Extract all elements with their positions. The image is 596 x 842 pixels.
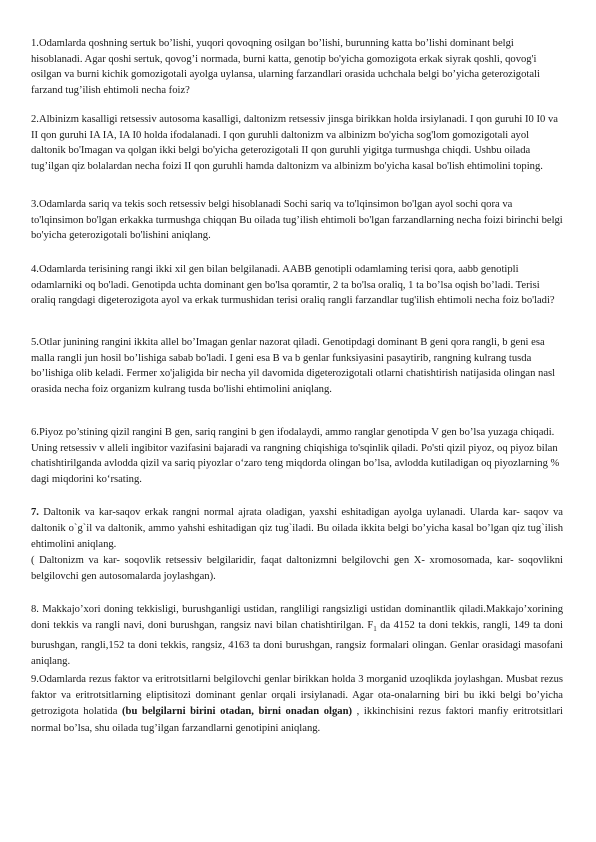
problem-8-text-end: da 4152 ta doni tekkis, rangli, 149 ta doni burushgan, rangli,152 ta doni tekkis, rangsiz, 4163 ta doni burushgan, rangsiz formalari olingan. Genlar orasidagi masofani aniqlang. xyxy=(31,620,563,667)
problem-8-text-start: 8. Makkajo’xori doning tekkisligi, burushganligi ustidan, rangliligi rangsizligi ustidan dominantlik qiladi.Makkajo’xorining doni tekkis va rangli navi, doni burushgan, rangsiz navi bilan chatishtirilgan. F xyxy=(31,604,563,632)
problem-6: 6.Piyoz po’stining qizil rangini B gen, sariq rangini b gen ifodalaydi, ammo ranglar genotipda V gen bo’lsa yuzaga chiqadi. Uning retsessiv v alleli ingibitor vazifasini bajaradi va rangning chiqishiga to'sqinlik qiladi. Po'sti qizil piyoz, oq piyoz bilan chatishtirilganda avlodda qizil va sariq piyozlar o‘zaro teng miqdorda olingan bo’lsa, avlodda kutiladigan oq piyozlarning % dagi miqdorini ko‘rsating. xyxy=(31,427,560,485)
problem-9 xyxy=(31,672,563,737)
problem-9-text-start: 9.Odamlarda rezus faktor va eritrotsitlarni belgilovchi genlar birikkan holda 3 morganid uzoqlikda joylashgan. Musbat rezus faktor va eritrotsitlarning eliptisitozi dominant genlar orqali irsiylanadi. Agar ota-onalarning biri bu ikki belgi bo’yicha getrozigota holatida xyxy=(31,674,563,718)
problem-5: 5.Otlar junining rangini ikkita allel bo’Imagan genlar nazorat qiladi. Genotipdagi dominant B geni qora rangli, b geni esa malla rangli jun hosil bo’lishiga sabab bo'ladi. I geni esa B va b genlar funksiyasini pasaytirib, rangning kulrang tusda bo’lishiga olib keladi. Fermer xo'jaligida bir necha yil davomida digeterozigotali otlarni chatishtirish natijasida olingan nasl orasida necha foiz organizm kulrang tusda bo'lishi ehtimolini aniqlang. xyxy=(31,337,556,395)
problem-3: 3.Odamlarda sariq va tekis soch retsessiv belgi hisoblanadi Sochi sariq va to'lqinsimon bo'lgan ayol sochi qora va to'lqinsimon bo'lgan erkakka turmushga chiqqan Bu oilada tug’ilish ehtimoli bo'lgan farzandlarning necha foizi birinchi belgi bo'yicha geterozigotali bo'lishini aniqlang. xyxy=(31,199,563,242)
problem-8 xyxy=(31,602,563,670)
problem-2: 2.Albinizm kasalligi retsessiv autosoma kasalligi, daltonizm retsessiv jinsga birikkan holda irsiylanadi. I qon guruhi I0 I0 va II qon guruhi IA IA, IA I0 holda ifodalanadi. I qon guruhli daltonizm va albinizm bo'yicha sog'lom gomozigotali ayol daltonik bo'Imagan va qolgan ikki belgi bo'yicha geterozigotali II qon guruhli yigitga turmushga chiqdi. Ushbu oilada tug’ilgan qiz bolalardan necha foizi II qon guruhli hamda daltonizm va albinizm bo'yicha kasal bo'lish ehtimolini toping. xyxy=(31,114,558,172)
problem-7-number: 7. xyxy=(31,507,39,518)
problem-7-text: Daltonik va kar-saqov erkak rangni normal ajrata oladigan, yaxshi eshitadigan ayolga uylanadi. Ularda kar- saqov va daltonik o`g`il va daltonik, ammo yahshi eshitadigan qiz tug`iladi. Bu oilada ikkita belgi bo’yicha kasal bo’lgan qiz tug`ilish ehtimolini aniqlang. xyxy=(31,507,564,551)
problem-7-note: ( Daltonizm va kar- soqovlik retsessiv belgilaridir, faqat daltonizmni belgilovchi gen X- xromosomada, kar- soqovlikni belgilovchi gen autosomalarda joylashgan). xyxy=(31,555,563,583)
problem-1: 1.Odamlarda qoshning sertuk bo’lishi, yuqori qovoqning osilgan bo’lishi, burunning katta bo’lishi dominant belgi hisoblanadi. Agar qoshi sertuk, qovog’i normada, burni katta, genotip bo'yicha gomozigota erkak siyrak qoshli, qovog'i osilgan va burni kichik gomozigotali ayolga uylansa, ularning farzandlari orasida uchchala belgi bo’yicha geterozigotali farzand tug’ilish ehtimoli necha foiz? xyxy=(31,38,540,96)
problem-8-subscript: 1 xyxy=(373,625,377,634)
problem-9-text-end: , ikkinchisini rezus faktori manfiy eritrotsitlari normal bo’lsa, shu oilada tug’ilgan farzandlarni genotipini aniqlang. xyxy=(31,706,563,734)
problem-7 xyxy=(31,505,563,554)
problem-9-bold-note: (bu belgilarni birini otadan, birni onadan olgan) xyxy=(122,706,352,718)
problem-4: 4.Odamlarda terisining rangi ikki xil gen bilan belgilanadi. AABB genotipli odamlaming terisi qora, aabb genotipli odamlarniki oq bo'ladi. Genotipda uchta dominant gen bo'lsa qoramtir, 2 ta bo'lsa oraliq, 1 ta bo’lsa oqish bo’ladi. Terisi oraliq rangdagi digeterozigota ayol va erkak turmushidan terisi oraliq rangli farzandlar tug'ilish ehtimoli necha foiz bo'ladi? xyxy=(31,264,555,307)
